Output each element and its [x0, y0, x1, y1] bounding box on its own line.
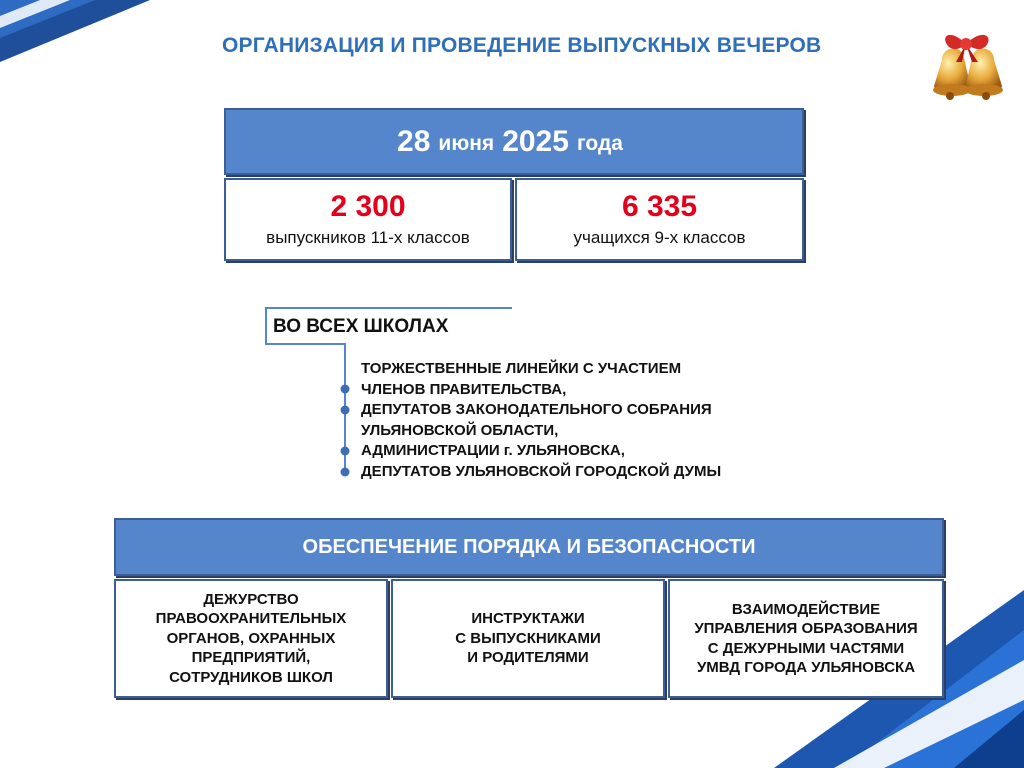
card-line: УПРАВЛЕНИЯ ОБРАЗОВАНИЯ — [694, 620, 918, 637]
list-item: АДМИНИСТРАЦИИ г. УЛЬЯНОВСКА, — [361, 442, 625, 459]
stat-value: 2 300 — [330, 190, 406, 223]
card-line: ИНСТРУКТАЖИ — [471, 610, 585, 628]
bullet-dot — [341, 406, 350, 415]
card-line: ПРАВООХРАНИТЕЛЬНЫХ — [155, 610, 347, 628]
list-item: ЧЛЕНОВ ПРАВИТЕЛЬСТВА, — [361, 380, 567, 398]
stat-label: учащихся 9-х классов — [573, 228, 746, 247]
list-item: ДЕПУТАТОВ УЛЬЯНОВСКОЙ ГОРОДСКОЙ ДУМЫ — [361, 462, 722, 480]
list-item: ДЕПУТАТОВ ЗАКОНОДАТЕЛЬНОГО СОБРАНИЯ — [361, 401, 712, 418]
card-line: СОТРУДНИКОВ ШКОЛ — [169, 668, 333, 686]
date-year: 2025 — [502, 124, 569, 158]
card-line: И РОДИТЕЛЯМИ — [467, 649, 589, 667]
stat-students-9 — [515, 178, 804, 261]
card-line: ДЕЖУРСТВО — [203, 590, 299, 608]
bullet-dot — [341, 385, 350, 394]
card-line: ОРГАНОВ, ОХРАННЫХ — [166, 629, 336, 647]
bullet-dot — [341, 447, 350, 456]
stat-value: 6 335 — [621, 190, 698, 223]
list-item: УЛЬЯНОВСКОЙ ОБЛАСТИ, — [361, 421, 559, 439]
event-list — [361, 359, 721, 482]
safety-card-duty — [114, 579, 388, 698]
card-line: С ВЫПУСКНИКАМИ — [455, 629, 601, 647]
safety-card-cooperation — [668, 579, 944, 698]
safety-card-briefings — [391, 579, 665, 698]
bells-icon — [920, 22, 1010, 108]
bullet-dot — [341, 468, 350, 477]
list-item: ТОРЖЕСТВЕННЫЕ ЛИНЕЙКИ С УЧАСТИЕМ — [361, 360, 682, 377]
card-line: ПРЕДПРИЯТИЙ, — [191, 649, 311, 667]
date-month: июня — [438, 131, 495, 155]
schools-title: ВО ВСЕХ ШКОЛАХ — [273, 316, 449, 337]
safety-header: ОБЕСПЕЧЕНИЕ ПОРЯДКА И БЕЗОПАСНОСТИ — [114, 518, 944, 576]
card-line: С ДЕЖУРНЫМИ ЧАСТЯМИ — [707, 639, 905, 657]
stat-label: выпускников 11-х классов — [266, 228, 470, 247]
card-line: ВЗАИМОДЕЙСТВИЕ — [731, 600, 881, 618]
card-line: УМВД ГОРОДА УЛЬЯНОВСКА — [696, 659, 916, 676]
date-day: 28 — [397, 124, 431, 158]
date-suffix: года — [576, 131, 623, 155]
page-title: ОРГАНИЗАЦИЯ И ПРОВЕДЕНИЕ ВЫПУСКНЫХ ВЕЧЕРОВ — [222, 34, 822, 57]
